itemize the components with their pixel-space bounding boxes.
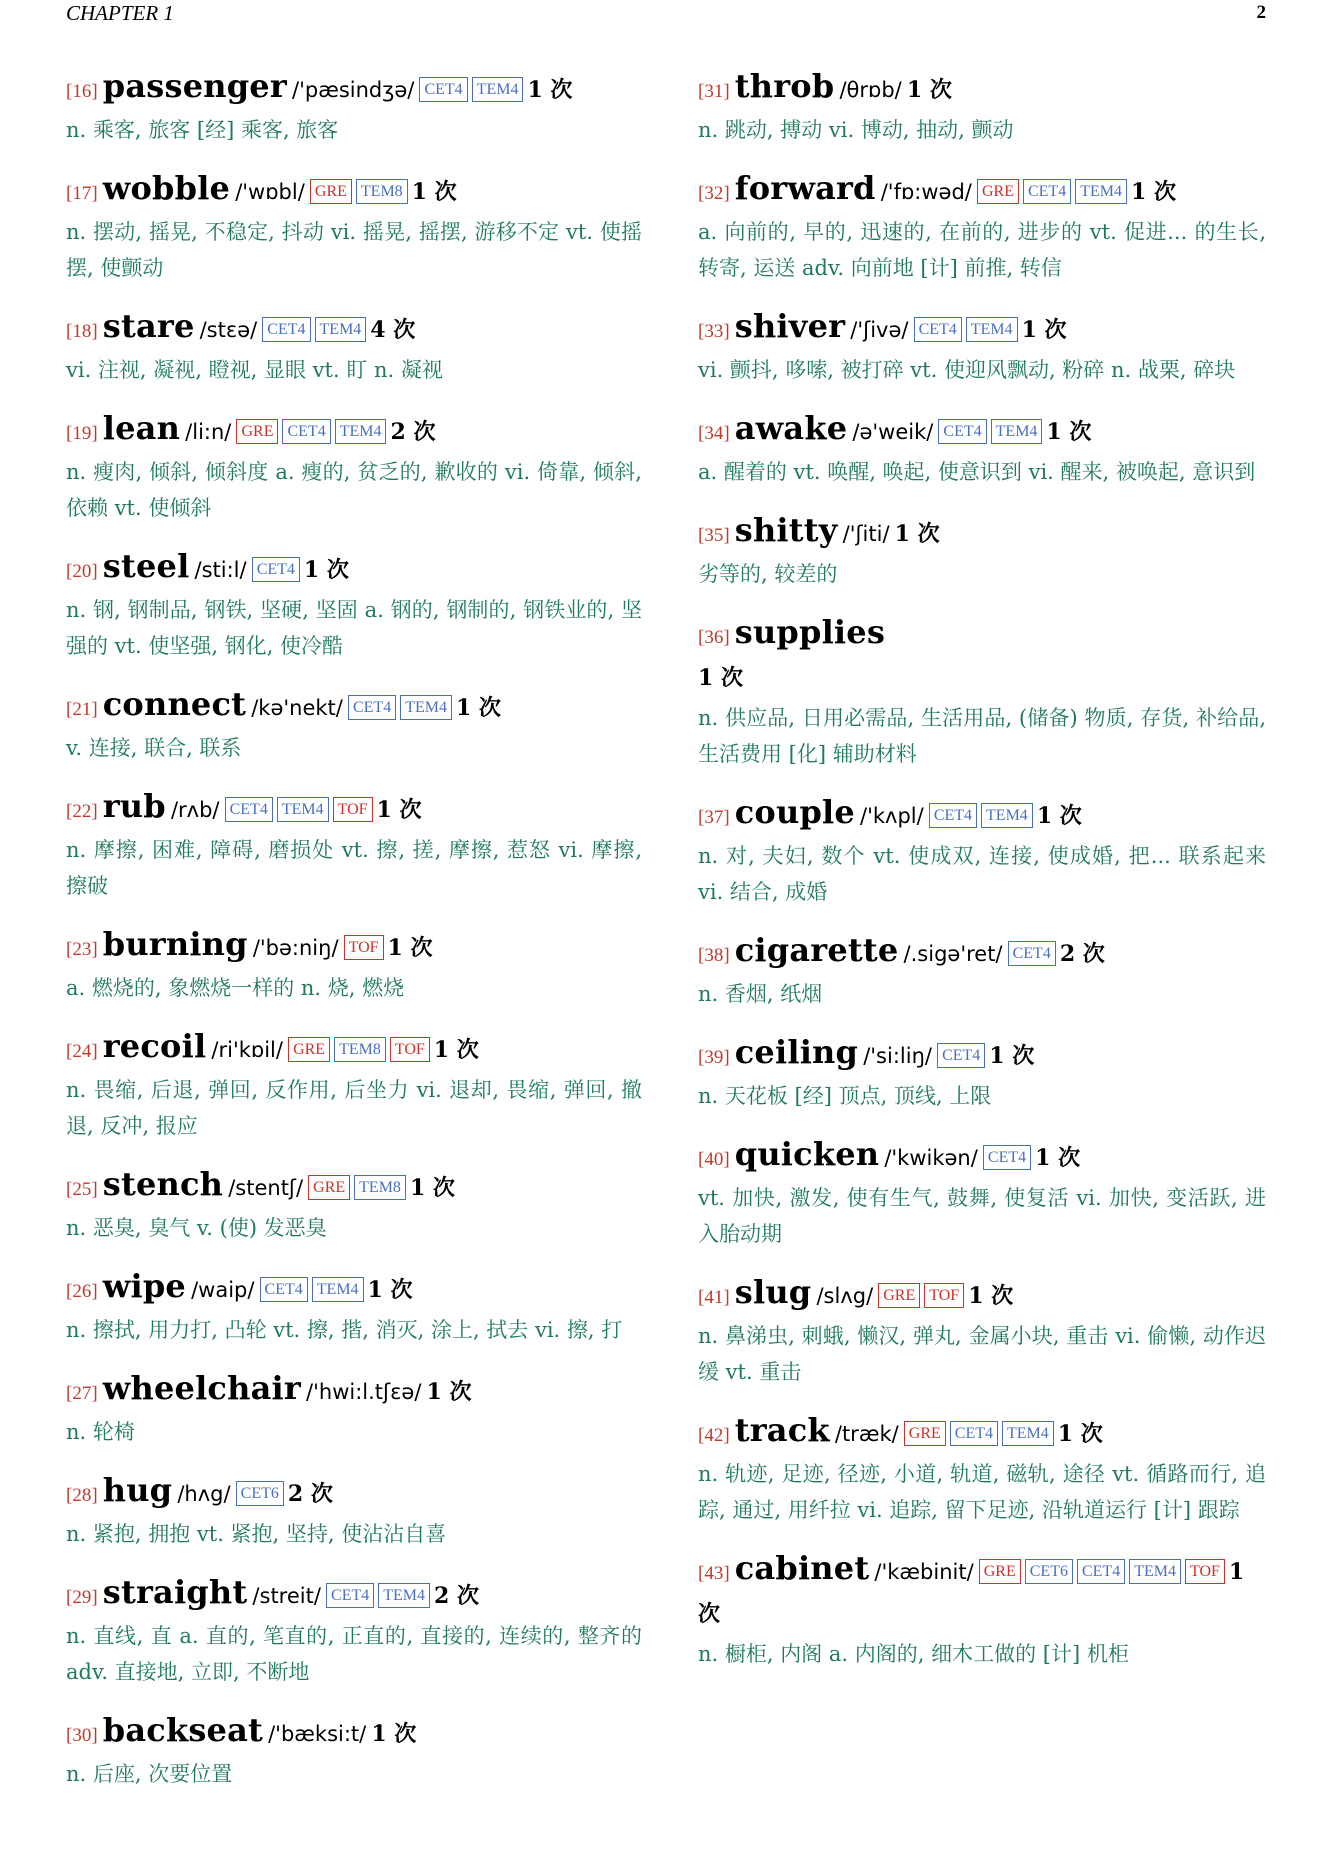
- entry-definition: vi. 注视, 凝视, 瞪视, 显眼 vt. 盯 n. 凝视: [66, 358, 443, 382]
- entry-headline: [698, 168, 1266, 214]
- dictionary-entry: [698, 510, 1266, 592]
- entry-phonetic: /slʌg/: [816, 1284, 874, 1308]
- exam-tag-badge: CET4: [983, 1145, 1031, 1170]
- exam-tag-badge: TEM4: [472, 77, 524, 102]
- entry-headline: [66, 546, 642, 592]
- entry-phonetic: /waip/: [191, 1278, 255, 1302]
- exam-tag-badge: GRE: [236, 419, 278, 444]
- entry-definition: n. 供应品, 日用必需品, 生活用品, (储备) 物质, 存货, 补给品, 生活费用 [化] 辅助材料: [698, 706, 1266, 766]
- dictionary-entry: [698, 1548, 1266, 1672]
- entry-word: cabinet: [734, 1549, 870, 1587]
- entry-number: [43]: [698, 1563, 730, 1584]
- entry-number: [18]: [66, 321, 98, 342]
- entry-phonetic: /'ʃivə/: [850, 318, 909, 342]
- entry-headline: [66, 1266, 642, 1312]
- entry-headline: [698, 408, 1266, 454]
- exam-tag-badge: GRE: [904, 1421, 946, 1446]
- entry-word: straight: [102, 1573, 248, 1611]
- entry-number: [40]: [698, 1149, 730, 1170]
- dictionary-entry: [698, 306, 1266, 388]
- dictionary-entry: [698, 1134, 1266, 1252]
- entry-definition: vt. 加快, 激发, 使有生气, 鼓舞, 使复活 vi. 加快, 变活跃, 进入胎动期: [698, 1186, 1266, 1246]
- frequency-count: 1 次: [455, 695, 501, 721]
- entry-number: [16]: [66, 81, 98, 102]
- entry-phonetic: /streit/: [252, 1584, 321, 1608]
- entry-definition: n. 恶臭, 臭气 v. (使) 发恶臭: [66, 1216, 327, 1240]
- exam-tag-badge: TEM4: [312, 1277, 364, 1302]
- exam-tag-badge: CET4: [419, 77, 467, 102]
- entry-word: rub: [102, 787, 166, 825]
- entry-number: [37]: [698, 807, 730, 828]
- dictionary-entry: [66, 1026, 642, 1144]
- exam-tag-badge: TEM4: [1129, 1559, 1181, 1584]
- entry-word: cigarette: [734, 931, 899, 969]
- entry-headline: [66, 1164, 642, 1210]
- entry-number: [17]: [66, 183, 98, 204]
- entry-word: supplies: [734, 613, 886, 651]
- entry-phonetic: /θrɒb/: [839, 78, 902, 102]
- entry-number: [31]: [698, 81, 730, 102]
- entry-definition: 劣等的, 较差的: [698, 562, 838, 586]
- entry-definition: n. 乘客, 旅客 [经] 乘客, 旅客: [66, 118, 339, 142]
- frequency-count: 1 次: [894, 521, 940, 547]
- frequency-count: 1 次: [527, 77, 573, 103]
- frequency-count: 1 次: [906, 77, 952, 103]
- entry-word: backseat: [102, 1711, 264, 1749]
- exam-tag-badge: CET4: [225, 797, 273, 822]
- frequency-count: 1 次: [426, 1379, 472, 1405]
- entry-word: slug: [734, 1273, 812, 1311]
- frequency-count: 1 次: [698, 1559, 1245, 1627]
- exam-tag-badge: TOF: [924, 1283, 964, 1308]
- page-header: [66, 0, 1266, 26]
- entry-headline: [66, 684, 642, 730]
- dictionary-entry: [698, 1272, 1266, 1390]
- exam-tag-badge: TOF: [344, 935, 384, 960]
- entry-phonetic: /'kʌpl/: [860, 804, 924, 828]
- entry-definition: a. 燃烧的, 象燃烧一样的 n. 烧, 燃烧: [66, 976, 405, 1000]
- entry-definition: n. 摩擦, 困难, 障碍, 磨损处 vt. 擦, 搓, 摩擦, 惹怒 vi. 摩擦, 擦破: [66, 838, 642, 898]
- entry-headline: [66, 1572, 642, 1618]
- entry-word: passenger: [102, 67, 287, 105]
- entry-number: [30]: [66, 1725, 98, 1746]
- entry-number: [28]: [66, 1485, 98, 1506]
- dictionary-entry: [66, 1710, 642, 1792]
- dictionary-entry: [698, 930, 1266, 1012]
- frequency-count: 1 次: [303, 557, 349, 583]
- entry-headline: [698, 66, 1266, 112]
- entry-definition: n. 跳动, 搏动 vi. 博动, 抽动, 颤动: [698, 118, 1014, 142]
- entry-number: [22]: [66, 801, 98, 822]
- entry-number: [33]: [698, 321, 730, 342]
- exam-tag-badge: TEM4: [400, 695, 452, 720]
- entry-number: [41]: [698, 1287, 730, 1308]
- entry-number: [23]: [66, 939, 98, 960]
- entry-word: wobble: [102, 169, 231, 207]
- dictionary-entry: [66, 168, 642, 286]
- entry-headline: [698, 1548, 1266, 1636]
- entry-number: [27]: [66, 1383, 98, 1404]
- entry-definition: n. 轮椅: [66, 1420, 135, 1444]
- exam-tag-badge: TEM4: [277, 797, 329, 822]
- entry-definition: n. 畏缩, 后退, 弹回, 反作用, 后坐力 vi. 退却, 畏缩, 弹回, 撤退, 反冲, 报应: [66, 1078, 642, 1138]
- entry-word: steel: [102, 547, 190, 585]
- entry-definition: n. 香烟, 纸烟: [698, 982, 823, 1006]
- entry-number: [35]: [698, 525, 730, 546]
- frequency-count: 1 次: [1046, 419, 1092, 445]
- exam-tag-badge: GRE: [310, 179, 352, 204]
- dictionary-entry: [66, 306, 642, 388]
- entry-phonetic: /træk/: [834, 1422, 899, 1446]
- entry-headline: [66, 66, 642, 112]
- frequency-count: 1 次: [1057, 1421, 1103, 1447]
- dictionary-entry: [66, 786, 642, 904]
- page-number: 2: [1256, 2, 1266, 23]
- entry-number: [21]: [66, 699, 98, 720]
- frequency-count: 1 次: [371, 1721, 417, 1747]
- frequency-count: 2 次: [390, 419, 436, 445]
- entry-phonetic: /'si:liŋ/: [863, 1044, 932, 1068]
- dictionary-entry: [66, 1572, 642, 1690]
- entry-phonetic: /'hwi:l.tʃɛə/: [306, 1380, 422, 1404]
- exam-tag-badge: TEM8: [334, 1037, 386, 1062]
- frequency-count: 1 次: [698, 665, 743, 691]
- exam-tag-badge: TOF: [1185, 1559, 1225, 1584]
- frequency-count: 2 次: [1059, 941, 1105, 967]
- exam-tag-badge: TEM8: [356, 179, 408, 204]
- dictionary-entry: [66, 1164, 642, 1246]
- entry-definition: vi. 颤抖, 哆嗦, 被打碎 vt. 使迎风飘动, 粉碎 n. 战栗, 碎块: [698, 358, 1236, 382]
- entry-phonetic: /'bə:niŋ/: [252, 936, 339, 960]
- frequency-count: 1 次: [409, 1175, 455, 1201]
- exam-tag-badge: TEM4: [378, 1583, 430, 1608]
- entry-number: [20]: [66, 561, 98, 582]
- entry-headline: [698, 510, 1266, 556]
- entry-word: track: [734, 1411, 830, 1449]
- exam-tag-badge: CET6: [236, 1481, 284, 1506]
- exam-tag-badge: CET4: [348, 695, 396, 720]
- entry-definition: a. 向前的, 早的, 迅速的, 在前的, 进步的 vt. 促进... 的生长, 转寄, 运送 adv. 向前地 [计] 前推, 转信: [698, 220, 1266, 280]
- exam-tag-badge: CET4: [262, 317, 310, 342]
- entry-word: wipe: [102, 1267, 186, 1305]
- entry-headline: [66, 1710, 642, 1756]
- entry-word: throb: [734, 67, 835, 105]
- entry-phonetic: /rʌb/: [170, 798, 220, 822]
- exam-tag-badge: CET6: [1025, 1559, 1073, 1584]
- dictionary-entry: [66, 684, 642, 766]
- entry-word: recoil: [102, 1027, 207, 1065]
- entry-definition: n. 橱柜, 内阁 a. 内阁的, 细木工做的 [计] 机柜: [698, 1642, 1129, 1666]
- entry-phonetic: /'wɒbl/: [235, 180, 305, 204]
- exam-tag-badge: CET4: [326, 1583, 374, 1608]
- entry-headline: [698, 306, 1266, 352]
- exam-tag-badge: CET4: [937, 1043, 985, 1068]
- entry-phonetic: /ri'kɒil/: [211, 1038, 283, 1062]
- dictionary-entry: [66, 924, 642, 1006]
- entry-headline: [66, 306, 642, 352]
- entry-phonetic: /stentʃ/: [228, 1176, 304, 1200]
- entry-headline: [66, 786, 642, 832]
- entry-word: lean: [102, 409, 181, 447]
- entry-definition: n. 鼻涕虫, 刺蛾, 懒汉, 弹丸, 金属小块, 重击 vi. 偷懒, 动作迟缓 vt. 重击: [698, 1324, 1266, 1384]
- entry-phonetic: /'pæsindʒə/: [292, 78, 415, 102]
- entry-phonetic: /li:n/: [185, 420, 232, 444]
- exam-tag-badge: CET4: [1008, 941, 1056, 966]
- entry-word: connect: [102, 685, 247, 723]
- entry-phonetic: /'kæbinit/: [874, 1560, 974, 1584]
- frequency-count: 1 次: [433, 1037, 479, 1063]
- entry-word: awake: [734, 409, 848, 447]
- entry-headline: [698, 1134, 1266, 1180]
- entry-definition: n. 天花板 [经] 顶点, 顶线, 上限: [698, 1084, 992, 1108]
- exam-tag-badge: TEM4: [1075, 179, 1127, 204]
- dictionary-entry: [698, 66, 1266, 148]
- entry-definition: n. 摆动, 摇晃, 不稳定, 抖动 vi. 摇晃, 摇摆, 游移不定 vt. 使摇摆, 使颤动: [66, 220, 642, 280]
- dictionary-entry: [698, 168, 1266, 286]
- exam-tag-badge: TEM4: [981, 803, 1033, 828]
- entry-phonetic: /.sigə'ret/: [903, 942, 1003, 966]
- exam-tag-badge: GRE: [979, 1559, 1021, 1584]
- frequency-count: 1 次: [387, 935, 433, 961]
- exam-tag-badge: CET4: [282, 419, 330, 444]
- exam-tag-badge: TEM4: [315, 317, 367, 342]
- entry-number: [19]: [66, 423, 98, 444]
- frequency-count: 1 次: [1035, 1145, 1081, 1171]
- entry-phonetic: /stɛə/: [199, 318, 258, 342]
- entry-definition: n. 紧抱, 拥抱 vt. 紧抱, 坚持, 使沾沾自喜: [66, 1522, 447, 1546]
- entry-word: couple: [734, 793, 855, 831]
- frequency-count: 4 次: [370, 317, 416, 343]
- entry-number: [39]: [698, 1047, 730, 1068]
- dictionary-entry: [66, 66, 642, 148]
- entry-word: stench: [102, 1165, 224, 1203]
- entry-definition: n. 擦拭, 用力打, 凸轮 vt. 擦, 揩, 消灭, 涂上, 拭去 vi. 擦, 打: [66, 1318, 623, 1342]
- frequency-count: 1 次: [989, 1043, 1035, 1069]
- entry-number: [29]: [66, 1587, 98, 1608]
- exam-tag-badge: GRE: [288, 1037, 330, 1062]
- exam-tag-badge: CET4: [1077, 1559, 1125, 1584]
- dictionary-entry: [66, 1368, 642, 1450]
- exam-tag-badge: GRE: [977, 179, 1019, 204]
- exam-tag-badge: TEM4: [1002, 1421, 1054, 1446]
- exam-tag-badge: CET4: [929, 803, 977, 828]
- dictionary-entry: [66, 1470, 642, 1552]
- exam-tag-badge: TEM4: [335, 419, 387, 444]
- entry-definition: n. 后座, 次要位置: [66, 1762, 233, 1786]
- dictionary-entry: [698, 1032, 1266, 1114]
- frequency-count: 1 次: [367, 1277, 413, 1303]
- entry-phonetic: /kə'nekt/: [251, 696, 343, 720]
- entry-phonetic: /'kwikən/: [884, 1146, 978, 1170]
- entry-number: [38]: [698, 945, 730, 966]
- exam-tag-badge: CET4: [938, 419, 986, 444]
- exam-tag-badge: CET4: [914, 317, 962, 342]
- dictionary-entry: [698, 1410, 1266, 1528]
- entry-number: [42]: [698, 1425, 730, 1446]
- frequency-count: 1 次: [376, 797, 422, 823]
- entry-headline: [698, 1272, 1266, 1318]
- entry-word: forward: [734, 169, 876, 207]
- exam-tag-badge: CET4: [950, 1421, 998, 1446]
- right-column: [698, 66, 1266, 1692]
- entry-phonetic: /'ʃiti/: [842, 522, 890, 546]
- entry-word: hug: [102, 1471, 173, 1509]
- entry-word: wheelchair: [102, 1369, 301, 1407]
- entry-headline: [66, 1368, 642, 1414]
- entry-number: [25]: [66, 1179, 98, 1200]
- entry-headline: [698, 1410, 1266, 1456]
- dictionary-entry: [66, 1266, 642, 1348]
- entry-headline: [698, 930, 1266, 976]
- entry-number: [24]: [66, 1041, 98, 1062]
- dictionary-entry: [66, 408, 642, 526]
- entry-word: shitty: [734, 511, 838, 549]
- entry-number: [36]: [698, 627, 730, 648]
- exam-tag-badge: TEM4: [966, 317, 1018, 342]
- exam-tag-badge: TOF: [333, 797, 373, 822]
- exam-tag-badge: TEM8: [354, 1175, 406, 1200]
- entry-definition: n. 轨迹, 足迹, 径迹, 小道, 轨道, 磁轨, 途径 vt. 循路而行, 追踪, 通过, 用纤拉 vi. 追踪, 留下足迹, 沿轨道运行 [计] 跟踪: [698, 1462, 1266, 1522]
- frequency-count: 2 次: [287, 1481, 333, 1507]
- exam-tag-badge: GRE: [878, 1283, 920, 1308]
- frequency-count: 1 次: [1130, 179, 1176, 205]
- entry-definition: a. 醒着的 vt. 唤醒, 唤起, 使意识到 vi. 醒来, 被唤起, 意识到: [698, 460, 1256, 484]
- frequency-count: 1 次: [1021, 317, 1067, 343]
- entry-definition: n. 直线, 直 a. 直的, 笔直的, 正直的, 直接的, 连续的, 整齐的 adv. 直接地, 立即, 不断地: [66, 1624, 642, 1684]
- entry-word: quicken: [734, 1135, 880, 1173]
- entry-word: ceiling: [734, 1033, 859, 1071]
- dictionary-entry: [698, 792, 1266, 910]
- frequency-count: 2 次: [434, 1583, 479, 1609]
- frequency-count: 1 次: [411, 179, 457, 205]
- entry-headline: [698, 1032, 1266, 1078]
- entry-headline: [698, 792, 1266, 838]
- entry-phonetic: /sti:l/: [194, 558, 247, 582]
- entry-headline: [698, 612, 1266, 700]
- frequency-count: 1 次: [1036, 803, 1082, 829]
- frequency-count: 1 次: [968, 1283, 1014, 1309]
- entry-phonetic: /'fɒ:wəd/: [880, 180, 972, 204]
- chapter-title: CHAPTER 1: [66, 0, 174, 25]
- entry-word: burning: [102, 925, 248, 963]
- entry-headline: [66, 1470, 642, 1516]
- entry-definition: n. 对, 夫妇, 数个 vt. 使成双, 连接, 使成婚, 把... 联系起来 vi. 结合, 成婚: [698, 844, 1266, 904]
- entry-headline: [66, 408, 642, 454]
- entry-headline: [66, 924, 642, 970]
- exam-tag-badge: TOF: [390, 1037, 430, 1062]
- entry-headline: [66, 168, 642, 214]
- exam-tag-badge: TEM4: [991, 419, 1043, 444]
- dictionary-entry: [698, 612, 1266, 772]
- dictionary-entry: [66, 546, 642, 664]
- entry-number: [26]: [66, 1281, 98, 1302]
- entry-number: [34]: [698, 423, 730, 444]
- dictionary-entry: [698, 408, 1266, 490]
- exam-tag-badge: CET4: [252, 557, 300, 582]
- entry-phonetic: /hʌg/: [177, 1482, 231, 1506]
- exam-tag-badge: CET4: [260, 1277, 308, 1302]
- entry-definition: n. 钢, 钢制品, 钢铁, 坚硬, 坚固 a. 钢的, 钢制的, 钢铁业的, 坚强的 vt. 使坚强, 钢化, 使冷酷: [66, 598, 642, 658]
- entry-word: stare: [102, 307, 195, 345]
- entry-phonetic: /ə'weik/: [852, 420, 934, 444]
- exam-tag-badge: CET4: [1023, 179, 1071, 204]
- entry-number: [32]: [698, 183, 730, 204]
- entry-headline: [66, 1026, 642, 1072]
- entry-phonetic: /'bæksi:t/: [268, 1722, 367, 1746]
- entry-definition: n. 瘦肉, 倾斜, 倾斜度 a. 瘦的, 贫乏的, 歉收的 vi. 倚靠, 倾斜, 依赖 vt. 使倾斜: [66, 460, 642, 520]
- entry-definition: v. 连接, 联合, 联系: [66, 736, 242, 760]
- left-column: [66, 66, 642, 1812]
- entry-word: shiver: [734, 307, 846, 345]
- exam-tag-badge: GRE: [308, 1175, 350, 1200]
